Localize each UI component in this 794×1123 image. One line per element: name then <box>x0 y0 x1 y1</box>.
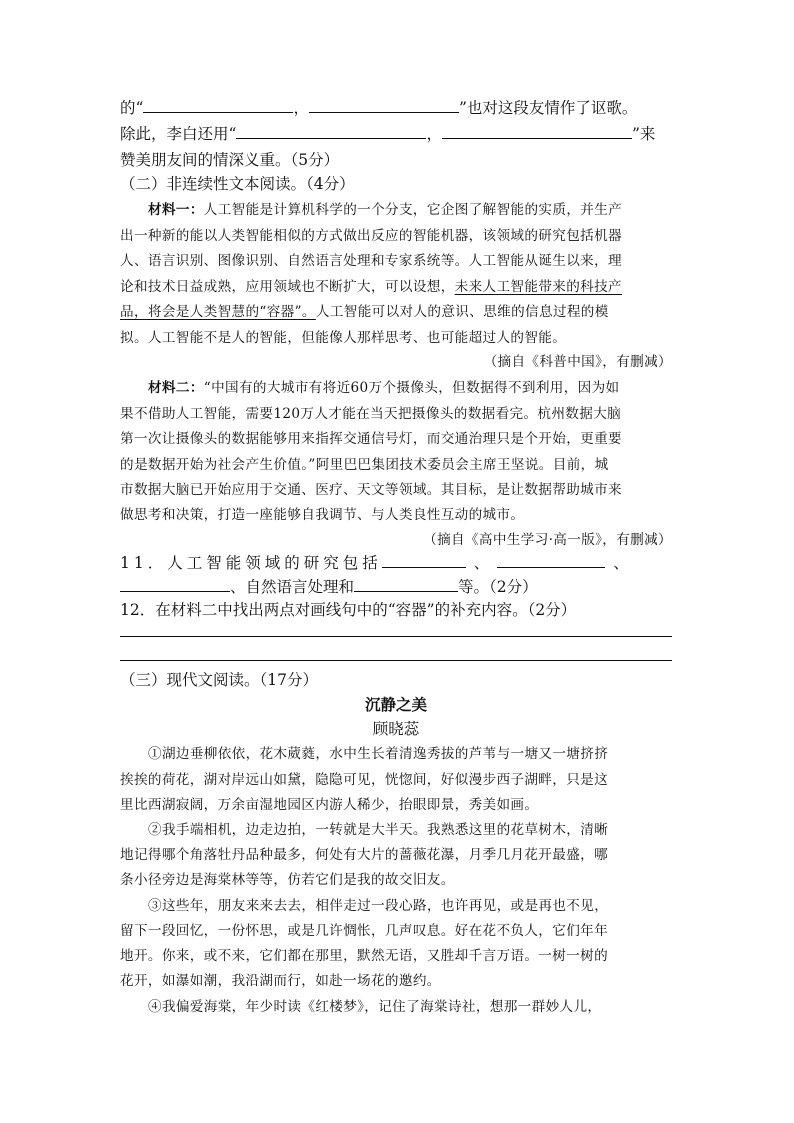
material1-line-2: 出一种新的能以人类智能相似的方式做出反应的智能机器，该领域的研究包括机器 <box>120 228 622 244</box>
q11-blank-4[interactable] <box>354 577 458 592</box>
material1-source: （摘自《科普中国》，有删减） <box>483 354 672 370</box>
material2-line-5: 市数据大脑已开始应用于交通、医疗、天文等领域。其目标，是让数据帮助城市来 <box>120 482 622 498</box>
poem-blank-2[interactable] <box>309 98 459 113</box>
material1-line-6: 拟。人工智能不是人的智能，但能像人那样思考、也可能超过人的智能。 <box>120 330 567 346</box>
question-11-line-2: 、自然语言处理和 等。（2分） <box>120 575 672 597</box>
underlined-sentence-part-2: 品，将会是人类智慧的“容器”。 <box>120 304 316 320</box>
material1-line-5: 品，将会是人类智慧的“容器”。人工智能可以对人的意识、思维的信息过程的模 <box>120 304 609 320</box>
section3-heading: （三）现代文阅读。（17分） <box>120 671 318 689</box>
q11-blank-1[interactable] <box>382 553 466 568</box>
answer-line-1[interactable] <box>120 636 672 637</box>
material1-line-3: 人、语言识别、图像识别、自然语言处理和专家系统等。人工智能从诞生以来，理 <box>120 253 622 269</box>
p3-line-2: 留下一段回忆，一份怀思，或是几许惆怅，几声叹息。好在花不负人，它们年年 <box>120 923 609 939</box>
poem-blank-3[interactable] <box>236 124 426 139</box>
poem-line-2: 除此，李白还用“ ， ”来 <box>120 125 656 143</box>
material2-line-4: 的是数据开始为社会产生价值。”阿里巴巴集团技术委员会主席王坚说。目前，城 <box>120 457 609 473</box>
p3-line-4: 花开，如瀑如潮，我沿湖而行，如赴一场花的邀约。 <box>120 973 441 989</box>
answer-line-2[interactable] <box>120 660 672 661</box>
poem-blank-1[interactable] <box>143 98 293 113</box>
p1-line-3: 里比西湖寂阔，万余亩湿地园区内游人稀少，抬眼即景，秀美如画。 <box>120 797 539 813</box>
poem-blank-4[interactable] <box>442 124 632 139</box>
poem-line-3: 赞美朋友间的情深义重。（5分） <box>120 151 340 169</box>
material1-label: 材料一： <box>148 202 204 218</box>
essay-title: 沉静之美 <box>364 695 427 714</box>
poem-line-1: 的“ ， ”也对这段友情作了讴歌。 <box>120 99 638 117</box>
section2-heading: （二）非连续性文本阅读。（4分） <box>120 175 355 193</box>
p2-line-3: 条小径旁边是海棠林等等，仿若它们是我的故交旧友。 <box>120 872 455 888</box>
material2-line-3: 第一次让摄像头的数据能够用来指挥交通信号灯，而交通治理只是个开始，更重要 <box>120 431 622 447</box>
p3-line-3: 地开。你来，或不来，它们都在那里，默然无语，又胜却千言万语。一树一树的 <box>120 948 609 964</box>
p2-line-2: 地记得哪个角落牡丹品种最多，何处有大片的蔷薇花瀑，月季几月花开最盛，哪 <box>120 847 609 863</box>
essay-author: 顾晓蕊 <box>372 720 420 738</box>
p1-line-1: ①湖边垂柳依依，花木葳蕤，水中生长着清逸秀拔的芦苇与一塘又一塘挤挤 <box>148 746 609 762</box>
q11-blank-3[interactable] <box>120 577 230 592</box>
underlined-sentence-part-1: 未来人工智能带来的科技产 <box>454 279 622 295</box>
material2-line-2: 果不借助人工智能，需要120万人才能在当天把摄像头的数据看完。杭州数据大脑 <box>120 406 622 422</box>
q11-blank-2[interactable] <box>497 553 605 568</box>
p4-line-1: ④我偏爱海棠，年少时读《红楼梦》，记住了海棠诗社，想那一群妙人儿， <box>148 999 602 1015</box>
material2-label: 材料二： <box>148 380 204 396</box>
p2-line-1: ②我手端相机，边走边拍，一转就是大半天。我熟悉这里的花草树木，清晰 <box>148 822 609 838</box>
p3-line-1: ③这些年，朋友来来去去，相伴走过一段心路，也许再见，或是再也不见， <box>148 898 609 914</box>
material2-line-1: 材料二：“中国有的大城市有将近60万个摄像头，但数据得不到利用，因为如 <box>148 380 620 396</box>
question-12: 12．在材料二中找出两点对画线句中的“容器”的补充内容。（2分） <box>120 601 577 619</box>
material1-line-1: 材料一：人工智能是计算机科学的一个分支，它企图了解智能的实质，并生产 <box>148 202 623 218</box>
material2-source: （摘自《高中生学习·高一版》，有删减） <box>423 532 672 548</box>
material1-line-4: 论和技术日益成熟，应用领域也不断扩大，可以设想，未来人工智能带来的科技产 <box>120 279 622 295</box>
question-11-line-1: 11．人工智能领域的研究包括 、 、 <box>120 554 629 572</box>
material2-line-6: 做思考和决策，打造一座能够自我调节、与人类良性互动的城市。 <box>120 507 525 523</box>
p1-line-2: 挨挨的荷花，湖对岸远山如黛，隐隐可见，恍惚间，好似漫步西子湖畔，只是这 <box>120 772 609 788</box>
